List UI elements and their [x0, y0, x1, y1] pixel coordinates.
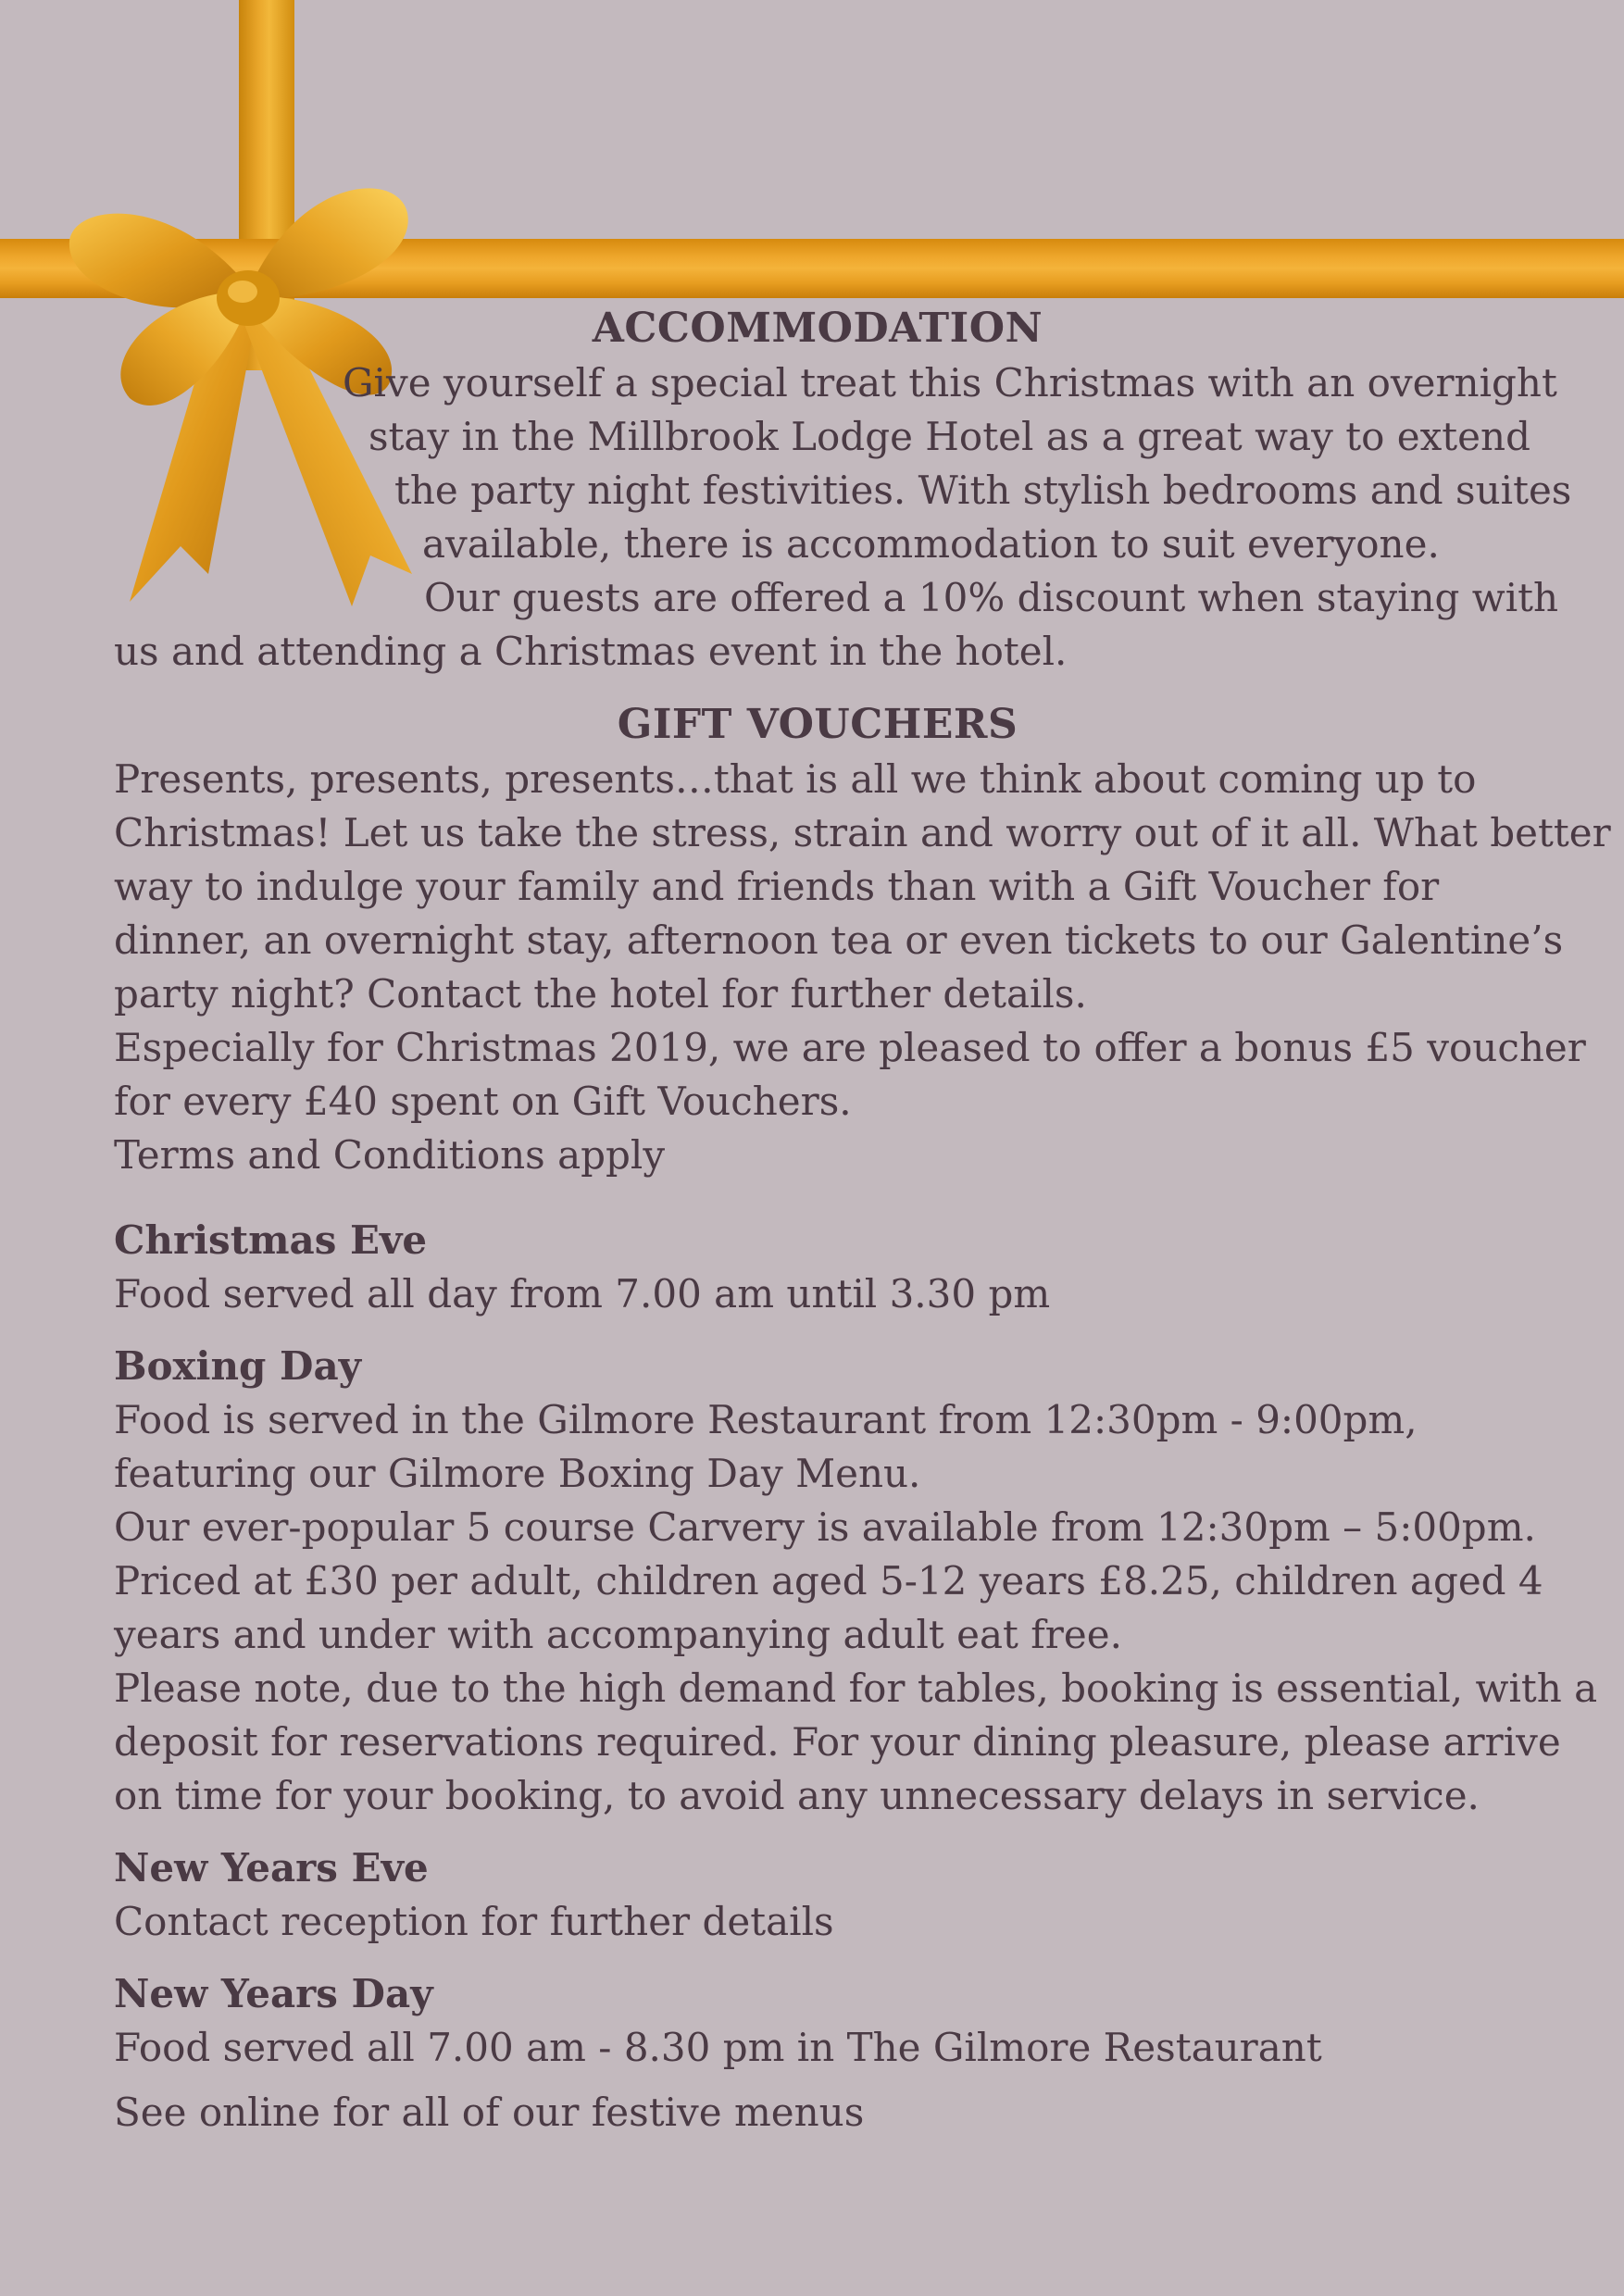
gift-vouchers-line: Christmas! Let us take the stress, strain and worry out of it all. What better — [114, 810, 1611, 855]
gift-vouchers-heading: GIFT VOUCHERS — [617, 701, 1018, 748]
accommodation-line: available, there is accommodation to suit everyone. — [422, 521, 1440, 567]
boxing-day-line: featuring our Gilmore Boxing Day Menu. — [114, 1451, 921, 1496]
boxing-day-line: Please note, due to the high demand for tables, booking is essential, with a — [114, 1666, 1598, 1711]
new-years-day-text: Food served all 7.00 am - 8.30 pm in The Gilmore Restaurant — [114, 2025, 1322, 2070]
content — [114, 301, 1611, 2140]
christmas-eve-heading: Christmas Eve — [114, 1217, 428, 1263]
accommodation-line: Give yourself a special treat this Christmas with an overnight — [343, 360, 1557, 406]
gift-vouchers-line: party night? Contact the hotel for further details. — [114, 971, 1087, 1017]
gift-vouchers-line: way to indulge your family and friends than with a Gift Voucher for — [114, 864, 1440, 909]
gift-vouchers-line: dinner, an overnight stay, afternoon tea or even tickets to our Galentine’s — [114, 917, 1564, 963]
gift-vouchers-line: for every £40 spent on Gift Vouchers. — [114, 1079, 852, 1124]
boxing-day-line: Our ever-popular 5 course Carvery is available from 12:30pm – 5:00pm. — [114, 1504, 1536, 1550]
boxing-day-line: deposit for reservations required. For your dining pleasure, please arrive — [114, 1719, 1561, 1765]
new-years-eve-text: Contact reception for further details — [114, 1899, 834, 1944]
boxing-day-heading: Boxing Day — [114, 1343, 362, 1389]
boxing-day-line: Priced at £30 per adult, children aged 5-12 years £8.25, children aged 4 — [114, 1558, 1543, 1603]
gift-vouchers-text — [114, 753, 1611, 1182]
accommodation-line: us and attending a Christmas event in the hotel. — [114, 629, 1068, 674]
boxing-day-text — [114, 1393, 1598, 1823]
christmas-eve-text: Food served all day from 7.00 am until 3.30 pm — [114, 1271, 1051, 1316]
boxing-day-line: on time for your booking, to avoid any unnecessary delays in service. — [114, 1773, 1480, 1818]
new-years-eve-heading: New Years Eve — [114, 1845, 429, 1890]
gift-vouchers-line: Especially for Christmas 2019, we are pleased to offer a bonus £5 voucher — [114, 1025, 1586, 1070]
accommodation-text — [114, 356, 1572, 679]
accommodation-line: the party night festivities. With stylish bedrooms and suites — [394, 468, 1572, 513]
accommodation-line: Our guests are offered a 10% discount when staying with — [424, 575, 1559, 620]
boxing-day-line: years and under with accompanying adult eat free. — [114, 1612, 1122, 1657]
boxing-day-line: Food is served in the Gilmore Restaurant from 12:30pm - 9:00pm, — [114, 1397, 1418, 1442]
gift-vouchers-line: Terms and Conditions apply — [114, 1132, 666, 1178]
festive-menus-note: See online for all of our festive menus — [114, 2090, 865, 2135]
accommodation-line: stay in the Millbrook Lodge Hotel as a great way to extend — [369, 414, 1530, 459]
accommodation-heading: ACCOMMODATION — [592, 305, 1043, 352]
new-years-day-heading: New Years Day — [114, 1971, 433, 2016]
gift-vouchers-line: Presents, presents, presents…that is all we think about coming up to — [114, 756, 1477, 802]
